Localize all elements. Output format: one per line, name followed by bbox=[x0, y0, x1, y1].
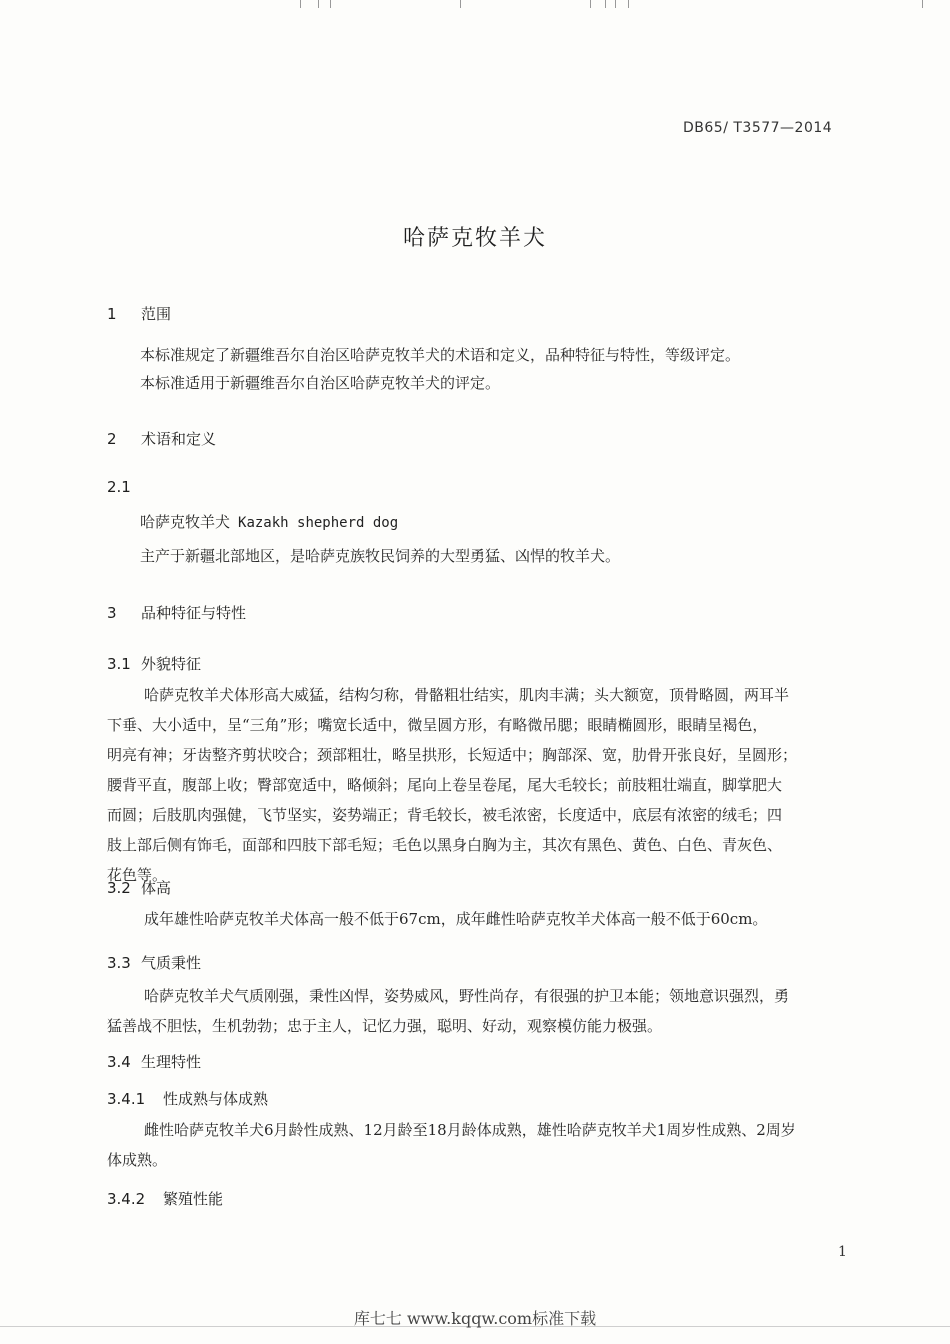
section-3-1-body bbox=[107, 680, 853, 890]
definition: 主产于新疆北部地区，是哈萨克族牧民饲养的大型勇猛、凶悍的牧羊犬。 bbox=[140, 547, 621, 565]
section-3-3-heading bbox=[107, 952, 201, 973]
section-title: 繁殖性能 bbox=[163, 1190, 224, 1208]
section-2-heading bbox=[107, 428, 216, 449]
section-number: 3.1 bbox=[107, 655, 131, 673]
section-number: 3 bbox=[107, 604, 117, 622]
text-line: 明亮有神；牙齿整齐剪状咬合；颈部粗壮，略呈拱形，长短适中；胸部深、宽，肋骨开张良好，呈圆形； bbox=[107, 746, 798, 764]
document-title: 哈萨克牧羊犬 bbox=[402, 226, 547, 251]
paragraph: 本标准适用于新疆维吾尔自治区哈萨克牧羊犬的评定。 bbox=[140, 374, 501, 392]
section-3-4-1-heading bbox=[107, 1088, 268, 1109]
section-3-3-body bbox=[107, 981, 853, 1041]
section-2-1-number: 2.1 bbox=[107, 478, 131, 496]
section-title: 范围 bbox=[141, 305, 172, 323]
section-number: 3.2 bbox=[107, 879, 131, 897]
section-title: 体高 bbox=[141, 879, 172, 897]
section-title: 品种特征与特性 bbox=[141, 604, 247, 622]
text-line: 体成熟。 bbox=[107, 1151, 168, 1169]
section-title: 气质秉性 bbox=[141, 954, 202, 972]
text-line: 肢上部后侧有饰毛，面部和四肢下部毛短；毛色以黑身白胸为主，其次有黑色、黄色、白色、青灰色、 bbox=[107, 836, 783, 854]
section-number: 3.3 bbox=[107, 954, 131, 972]
text-line: 哈萨克牧羊犬气质刚强，秉性凶悍，姿势威风，野性尚存，有很强的护卫本能；领地意识强烈，勇 bbox=[144, 987, 790, 1005]
term-chinese: 哈萨克牧羊犬 bbox=[140, 513, 231, 531]
paragraph: 本标准规定了新疆维吾尔自治区哈萨克牧羊犬的术语和定义，品种特征与特性，等级评定。 bbox=[140, 346, 741, 364]
section-3-4-heading bbox=[107, 1051, 201, 1072]
section-number: 3.4.2 bbox=[107, 1190, 146, 1208]
section-3-4-1-body bbox=[107, 1115, 853, 1175]
section-3-heading bbox=[107, 602, 246, 623]
text-line: 哈萨克牧羊犬体形高大威猛，结构匀称，骨骼粗壮结实，肌肉丰满；头大额宽，顶骨略圆，两耳半 bbox=[144, 686, 790, 704]
section-3-1-heading bbox=[107, 653, 201, 674]
section-title: 外貌特征 bbox=[141, 655, 202, 673]
document-code: DB65/ T3577—2014 bbox=[683, 120, 833, 136]
section-3-4-2-heading bbox=[107, 1188, 223, 1209]
paragraph: 成年雄性哈萨克牧羊犬体高一般不低于67cm，成年雌性哈萨克牧羊犬体高一般不低于60cm。 bbox=[144, 910, 768, 928]
section-title: 术语和定义 bbox=[141, 430, 217, 448]
page-number: 1 bbox=[838, 1244, 847, 1260]
section-number: 3.4 bbox=[107, 1053, 131, 1071]
text-line: 猛善战不胆怯，生机勃勃；忠于主人，记忆力强，聪明、好动，观察模仿能力极强。 bbox=[107, 1017, 663, 1035]
text-line: 而圆；后肢肌肉强健，飞节坚实，姿势端正；背毛较长，被毛浓密，长度适中，底层有浓密的绒毛；四 bbox=[107, 806, 783, 824]
section-number: 1 bbox=[107, 305, 117, 323]
text-line: 下垂、大小适中，呈“三角”形；嘴宽长适中，微呈圆方形，有略微吊腮；眼睛椭圆形，眼睛呈褐色， bbox=[107, 716, 768, 734]
section-number: 3.4.1 bbox=[107, 1090, 146, 1108]
scan-top-marks bbox=[0, 0, 950, 10]
text-line: 腰背平直，腹部上收；臀部宽适中，略倾斜；尾向上卷呈卷尾，尾大毛较长；前肢粗壮端直，脚掌肥大 bbox=[107, 776, 783, 794]
section-number: 2 bbox=[107, 430, 117, 448]
footer-watermark: 库七七 www.kqqw.com标准下载 bbox=[353, 1309, 597, 1328]
term-entry bbox=[140, 511, 398, 532]
section-title: 性成熟与体成熟 bbox=[163, 1090, 269, 1108]
term-english: Kazakh shepherd dog bbox=[238, 515, 399, 531]
section-3-2-heading bbox=[107, 877, 171, 898]
text-line: 雌性哈萨克牧羊犬6月龄性成熟、12月龄至18月龄体成熟，雄性哈萨克牧羊犬1周岁性成熟、2周岁 bbox=[144, 1121, 796, 1139]
section-1-heading bbox=[107, 303, 171, 324]
section-title: 生理特性 bbox=[141, 1053, 202, 1071]
text-line: 花色等。 bbox=[107, 866, 168, 884]
